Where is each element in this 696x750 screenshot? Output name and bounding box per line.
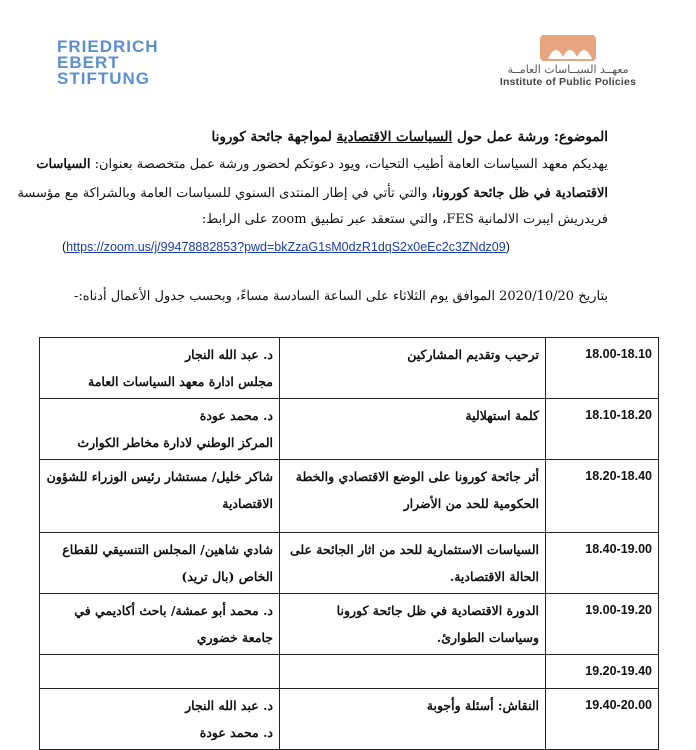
agenda-speaker xyxy=(40,689,280,750)
agenda-time: 19.20-19.40 xyxy=(546,655,659,689)
subject-underlined: السياسات الاقتصادية xyxy=(336,129,453,145)
agenda-topic: الدورة الاقتصادية في ظل جائحة كورونا وسياسات الطوارئ. xyxy=(280,594,546,655)
date-line: بتاريخ 2020/10/20 الموافق يوم الثلاثاء على الساعة السادسة مساءً، وبحسب جدول الأعمال أدناه:- xyxy=(74,289,608,304)
ipp-english-name: Institute of Public Policies xyxy=(499,76,637,88)
speaker-name: شادي شاهين/ المجلس التنسيقي للقطاع الخاص (بال تريد) xyxy=(62,542,273,584)
ipp-arabic-name: معهــد السيــاسات العامــة xyxy=(507,63,629,76)
subject-prefix: الموضوع: ورشة عمل حول xyxy=(452,129,608,145)
agenda-table xyxy=(39,337,659,750)
agenda-speaker xyxy=(40,594,280,655)
agenda-topic xyxy=(280,655,546,689)
speaker-affiliation: مجلس ادارة معهد السياسات العامة xyxy=(88,374,273,389)
speaker-affiliation: المركز الوطني لادارة مخاطر الكوارث xyxy=(77,435,273,450)
invitation-text-1: يهديكم معهد السياسات العامة أطيب التحيات، ويود دعوتكم لحضور ورشة عمل متخصصة بعنوان: xyxy=(90,157,608,172)
agenda-topic: ترحيب وتقديم المشاركين xyxy=(280,338,546,399)
agenda-row xyxy=(40,533,659,594)
fes-logo-line1: FRIEDRICH xyxy=(57,37,159,56)
speaker-name: د. محمد عودة xyxy=(199,408,273,423)
subject-line xyxy=(212,129,608,145)
fes-logo-line2: EBERT xyxy=(57,53,120,72)
invitation-line-3: فريدريش ايبرت الالمانية FES، والتي ستعقد عبر تطبيق zoom على الرابط: xyxy=(201,212,608,227)
agenda-time: 18.00-18.10 xyxy=(546,338,659,399)
zoom-link-line: (https://zoom.us/j/99478882853?pwd=bkZzaG1sM0dzR1dqS2x0eEc2c3ZNdz09) xyxy=(62,240,510,254)
zoom-link[interactable]: https://zoom.us/j/99478882853?pwd=bkZzaG1sM0dzR1dqS2x0eEc2c3ZNdz09 xyxy=(66,240,506,254)
agenda-row xyxy=(40,594,659,655)
agenda-row xyxy=(40,655,659,689)
agenda-topic: كلمة استهلالية xyxy=(280,399,546,460)
speaker-affiliation: د. محمد عودة xyxy=(199,725,273,740)
invitation-text-2: والتي تأتي في إطار المنتدى السنوي للسياسات العامة وبالشراكة مع مؤسسة xyxy=(17,186,432,201)
agenda-topic: النقاش: أسئلة وأجوبة xyxy=(280,689,546,750)
fes-logo-line3: STIFTUNG xyxy=(57,69,150,87)
speaker-name: شاكر خليل/ مستشار رئيس الوزراء للشؤون الاقتصادية xyxy=(46,469,273,511)
invitation-line-1 xyxy=(36,157,608,172)
agenda-topic: أثر جائحة كورونا على الوضع الاقتصادي والخطة الحكومية للحد من الأضرار xyxy=(280,460,546,533)
agenda-time: 19.40-20.00 xyxy=(546,689,659,750)
agenda-time: 18.10-18.20 xyxy=(546,399,659,460)
agenda-speaker xyxy=(40,460,280,533)
speaker-name: د. عبد الله النجار xyxy=(185,347,273,362)
agenda-time: 19.00-19.20 xyxy=(546,594,659,655)
fes-logo xyxy=(57,37,257,87)
agenda-row xyxy=(40,338,659,399)
agenda-row xyxy=(40,399,659,460)
agenda-row xyxy=(40,689,659,750)
agenda-speaker xyxy=(40,533,280,594)
agenda-speaker xyxy=(40,399,280,460)
agenda-speaker xyxy=(40,338,280,399)
invitation-line-2 xyxy=(17,186,608,201)
speaker-name: د. محمد أبو عمشة/ باحث أكاديمي في جامعة خضوري xyxy=(74,603,273,645)
speaker-name: د. عبد الله النجار xyxy=(185,698,273,713)
workshop-title-part2: الاقتصادية في ظل جائحة كورونا، xyxy=(431,186,608,201)
subject-suffix: لمواجهة جائحة كورونا xyxy=(211,129,337,145)
agenda-time: 18.20-18.40 xyxy=(546,460,659,533)
agenda-time: 18.40-19.00 xyxy=(546,533,659,594)
agenda-speaker xyxy=(40,655,280,689)
agenda-topic: السياسات الاستثمارية للحد من اثار الجائحة على الحالة الاقتصادية. xyxy=(280,533,546,594)
workshop-title-part1: السياسات xyxy=(36,157,91,172)
agenda-row xyxy=(40,460,659,533)
